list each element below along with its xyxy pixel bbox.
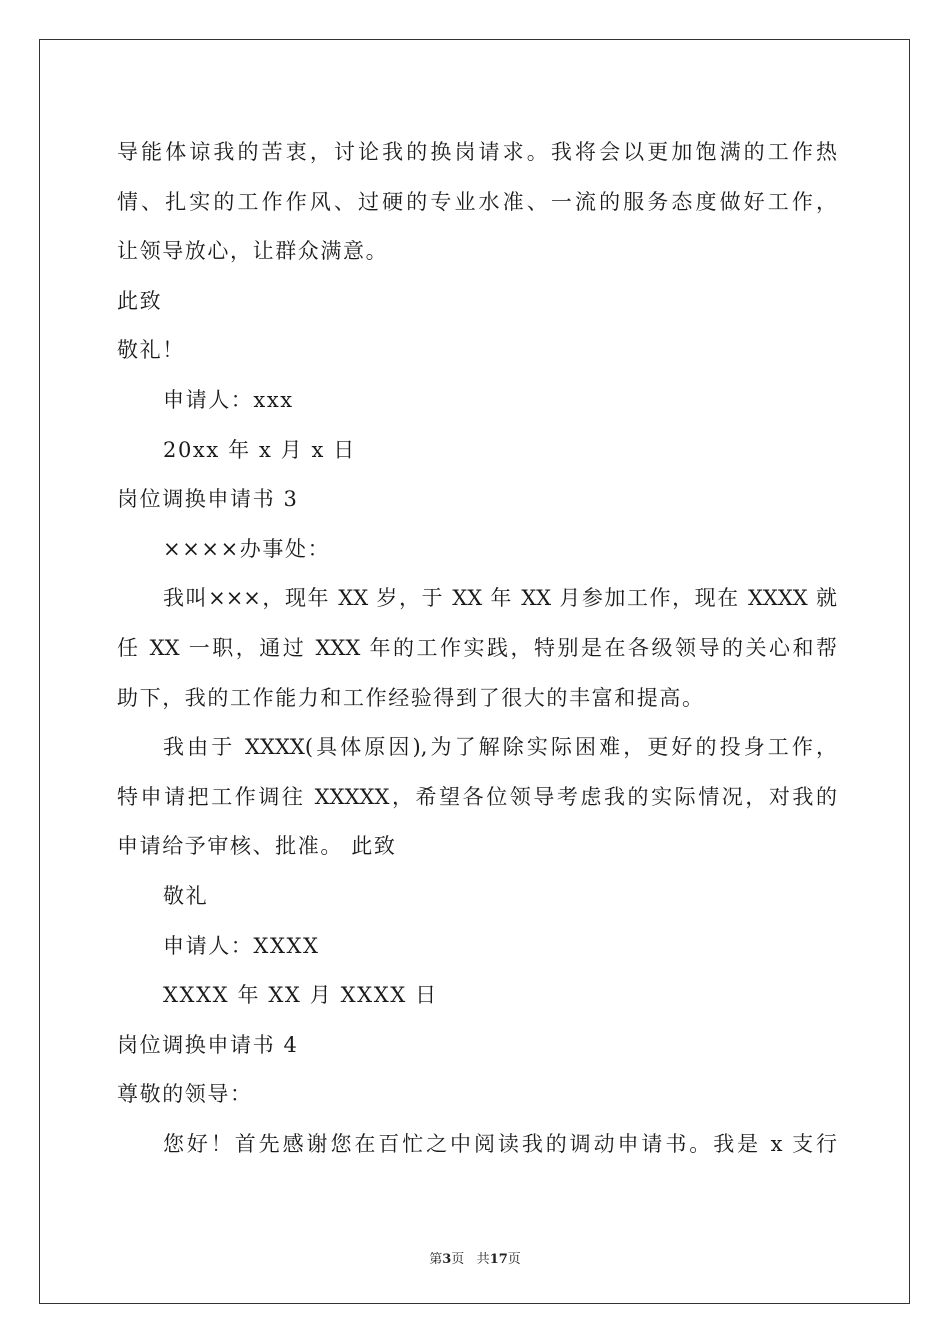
- paragraph-line: 导能体谅我的苦衷，讨论我的换岗请求。我将会以更加饱满的工作热: [117, 140, 837, 164]
- paragraph-line: 任 XX 一职，通过 XXX 年的工作实践，特别是在各级领导的关心和帮: [117, 635, 837, 660]
- paragraph-line: 让领导放心，让群众满意。: [117, 239, 389, 264]
- paragraph-line: 我叫×××，现年 XX 岁，于 XX 年 XX 月参加工作，现在 XXXX 就: [163, 586, 837, 611]
- paragraph-line: 助下，我的工作能力和工作经验得到了很大的丰富和提高。: [117, 685, 705, 710]
- total-page-count: 17: [489, 1252, 508, 1267]
- total-suffix: 页: [507, 1252, 521, 1267]
- page-prefix: 第: [429, 1252, 443, 1267]
- page-footer: [0, 1248, 950, 1267]
- document-body: [117, 128, 837, 1169]
- addressee-line: ××××办事处：: [163, 536, 331, 561]
- paragraph-line: 您好！首先感谢您在百忙之中阅读我的调动申请书。我是 x 支行: [163, 1131, 837, 1156]
- date-line: XXXX 年 XX 月 XXXX 日: [163, 983, 438, 1008]
- paragraph-line: 我由于 XXXX(具体原因),为了解除实际困难，更好的投身工作，: [163, 735, 837, 760]
- current-page-number: 3: [442, 1252, 452, 1267]
- closing-regards: 敬礼！: [117, 338, 185, 363]
- closing-salutation: 此致: [117, 288, 163, 313]
- section-title: 岗位调换申请书 3: [117, 487, 299, 512]
- paragraph-line: 申请给予审核、批准。 此致: [117, 834, 397, 859]
- date-line: 20xx 年 x 月 x 日: [163, 437, 356, 462]
- closing-regards: 敬礼: [163, 883, 209, 908]
- applicant-line: 申请人：xxx: [163, 387, 294, 412]
- addressee-line: 尊敬的领导：: [117, 1082, 253, 1107]
- paragraph-line: 特申请把工作调往 XXXXX，希望各位领导考虑我的实际情况，对我的: [117, 784, 837, 809]
- section-title: 岗位调换申请书 4: [117, 1032, 299, 1057]
- paragraph-line: 情、扎实的工作作风、过硬的专业水准、一流的服务态度做好工作，: [117, 189, 837, 214]
- applicant-line: 申请人：XXXX: [163, 933, 320, 958]
- total-prefix: 共: [476, 1252, 490, 1267]
- page-suffix: 页: [451, 1252, 465, 1267]
